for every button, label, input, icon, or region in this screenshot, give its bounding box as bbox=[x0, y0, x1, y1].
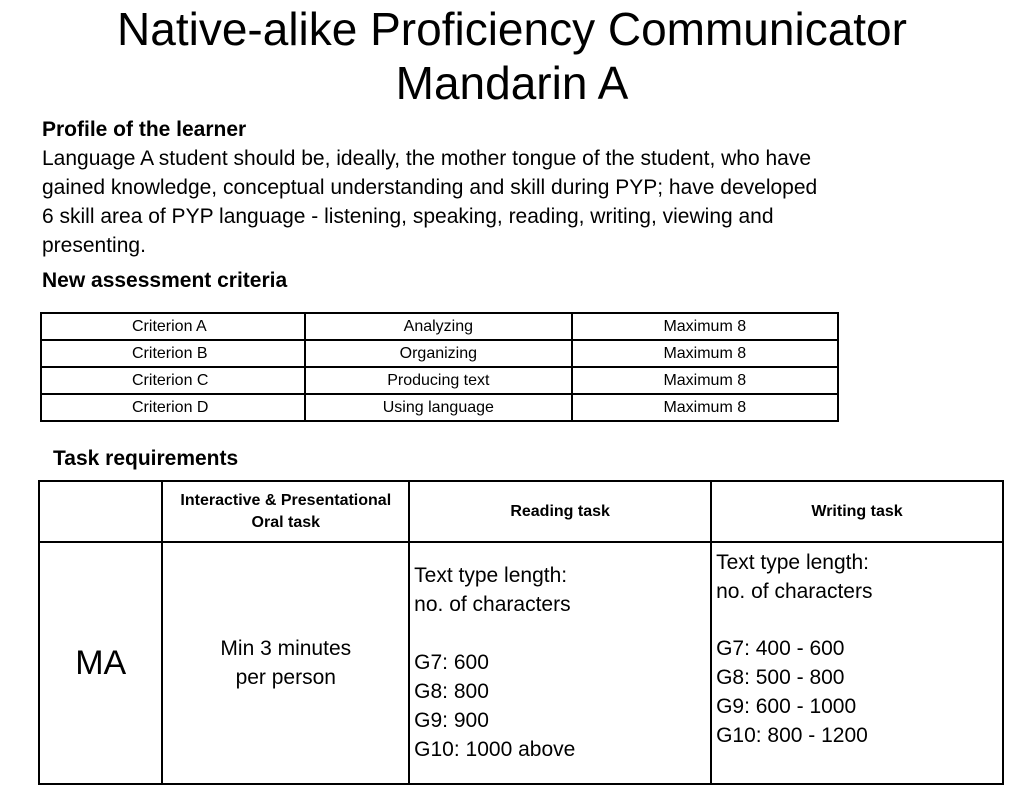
list-item: G9: 900 bbox=[414, 709, 489, 732]
reading-header-label: Reading task bbox=[510, 502, 610, 520]
oral-task-cell bbox=[162, 542, 409, 784]
criterion-name-cell: Producing text bbox=[305, 367, 571, 394]
writing-task-header bbox=[711, 481, 1003, 542]
reading-grade-list bbox=[414, 648, 575, 764]
writing-task-cell bbox=[711, 542, 1003, 784]
oral-requirement-line: Min 3 minutes bbox=[220, 637, 352, 660]
list-item: G8: 800 bbox=[414, 680, 489, 703]
profile-line: presenting. bbox=[42, 234, 146, 257]
oral-header-line-2: Oral task bbox=[251, 513, 321, 531]
empty-header-cell bbox=[39, 481, 162, 542]
criteria-table bbox=[40, 312, 839, 422]
table-row bbox=[39, 542, 1003, 784]
list-item: G10: 1000 above bbox=[414, 738, 576, 761]
table-header-row bbox=[39, 481, 1003, 542]
writing-header-label: Writing task bbox=[811, 502, 903, 520]
criterion-name-cell: Using language bbox=[305, 394, 571, 421]
criterion-max-cell: Maximum 8 bbox=[572, 340, 838, 367]
profile-line: 6 skill area of PYP language - listening, speaking, reading, writing, viewing and bbox=[42, 205, 774, 228]
criterion-cell: Criterion B bbox=[41, 340, 305, 367]
note-line: Text type length: bbox=[716, 551, 869, 574]
criterion-max-cell: Maximum 8 bbox=[572, 367, 838, 394]
row-label-cell bbox=[39, 542, 162, 784]
reading-task-header bbox=[409, 481, 711, 542]
task-requirements-table bbox=[38, 480, 1004, 785]
table-row bbox=[41, 394, 838, 421]
profile-line: gained knowledge, conceptual understanding and skill during PYP; have developed bbox=[42, 176, 818, 199]
criterion-max-cell: Maximum 8 bbox=[572, 394, 838, 421]
table-row bbox=[41, 367, 838, 394]
criteria-heading: New assessment criteria bbox=[42, 269, 288, 292]
oral-header-line-1: Interactive & Presentational bbox=[180, 491, 392, 509]
criterion-name-cell: Analyzing bbox=[305, 313, 571, 340]
table-row bbox=[41, 313, 838, 340]
criterion-cell: Criterion D bbox=[41, 394, 305, 421]
reading-task-cell bbox=[409, 542, 711, 784]
criterion-name-cell: Organizing bbox=[305, 340, 571, 367]
task-requirements-heading: Task requirements bbox=[53, 447, 239, 470]
list-item: G7: 600 bbox=[414, 651, 489, 674]
oral-task-header bbox=[162, 481, 409, 542]
criterion-max-cell: Maximum 8 bbox=[572, 313, 838, 340]
table-row bbox=[41, 340, 838, 367]
profile-heading: Profile of the learner bbox=[42, 118, 247, 141]
writing-length-note bbox=[716, 548, 872, 606]
note-line: no. of characters bbox=[716, 580, 873, 603]
profile-line: Language A student should be, ideally, the mother tongue of the student, who have bbox=[42, 147, 812, 170]
title-line-1: Native-alike Proficiency Communicator bbox=[117, 3, 907, 55]
profile-paragraph bbox=[42, 144, 942, 260]
reading-length-note bbox=[414, 561, 570, 619]
page-title bbox=[0, 2, 1024, 110]
criterion-cell: Criterion C bbox=[41, 367, 305, 394]
writing-grade-list bbox=[716, 634, 868, 750]
list-item: G10: 800 - 1200 bbox=[716, 724, 868, 747]
note-line: no. of characters bbox=[414, 593, 571, 616]
row-label-ma: MA bbox=[75, 643, 127, 682]
title-line-2: Mandarin A bbox=[395, 57, 629, 109]
list-item: G9: 600 - 1000 bbox=[716, 695, 857, 718]
list-item: G7: 400 - 600 bbox=[716, 637, 845, 660]
list-item: G8: 500 - 800 bbox=[716, 666, 845, 689]
oral-requirement-line: per person bbox=[235, 666, 336, 689]
note-line: Text type length: bbox=[414, 564, 568, 587]
criterion-cell: Criterion A bbox=[41, 313, 305, 340]
